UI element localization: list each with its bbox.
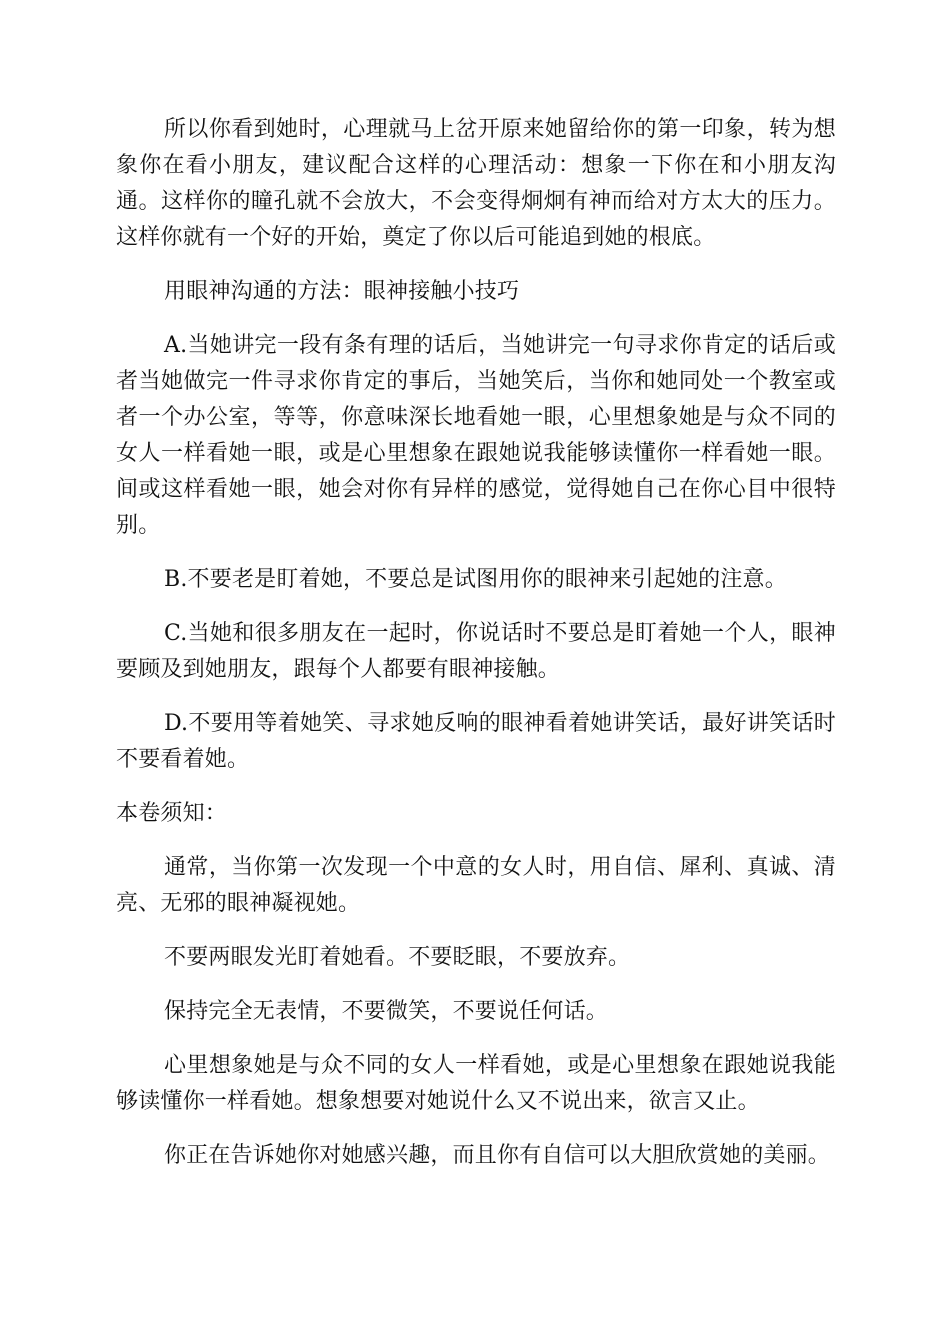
note-paragraph-5: 你正在告诉她你对她感兴趣，而且你有自信可以大胆欣赏她的美丽。	[164, 1143, 831, 1168]
tip-a-paragraph: A.当她讲完一段有条有理的话后，当她讲完一句寻求你肯定的话后或者当她做完一件寻求你肯定的事后，当她笑后，当你和她同处一个教室或者一个办公室，等等，你意味深长地看她一眼，心里想象她是与众不同的女人一样看她一眼，或是心里想象在跟她说我能够读懂你一样看她一眼。间或这样看她一眼，她会对你有异样的感觉，觉得她自己在你心目中很特别。	[116, 333, 836, 538]
paragraph-intro: 所以你看到她时，心理就马上岔开原来她留给你的第一印象，转为想象你在看小朋友，建议配合这样的心理活动：想象一下你在和小朋友沟通。这样你的瞳孔就不会放大，不会变得炯炯有神而给对方太大的压力。这样你就有一个好的开始，奠定了你以后可能追到她的根底。	[116, 117, 836, 250]
note-paragraph-2: 不要两眼发光盯着她看。不要眨眼，不要放弃。	[164, 945, 631, 970]
note-paragraph-1: 通常，当你第一次发现一个中意的女人时，用自信、犀利、真诚、清亮、无邪的眼神凝视她。	[116, 855, 836, 916]
tip-d-paragraph: D.不要用等着她笑、寻求她反响的眼神看着她讲笑话，最好讲笑话时不要看着她。	[116, 711, 836, 772]
document-body	[116, 112, 836, 1192]
notes-heading: 本卷须知：	[116, 801, 228, 826]
section-heading-eye-contact-tips: 用眼神沟通的方法：眼神接触小技巧	[164, 279, 520, 304]
tip-c-paragraph: C.当她和很多朋友在一起时，你说话时不要总是盯着她一个人，眼神要顾及到她朋友，跟每个人都要有眼神接触。	[116, 621, 836, 682]
tip-b-paragraph: B.不要老是盯着她，不要总是试图用你的眼神来引起她的注意。	[164, 567, 787, 592]
note-paragraph-3: 保持完全无表情，不要微笑，不要说任何话。	[164, 999, 609, 1024]
note-paragraph-4: 心里想象她是与众不同的女人一样看她，或是心里想象在跟她说我能够读懂你一样看她。想象想要对她说什么又不说出来，欲言又止。	[116, 1053, 836, 1114]
